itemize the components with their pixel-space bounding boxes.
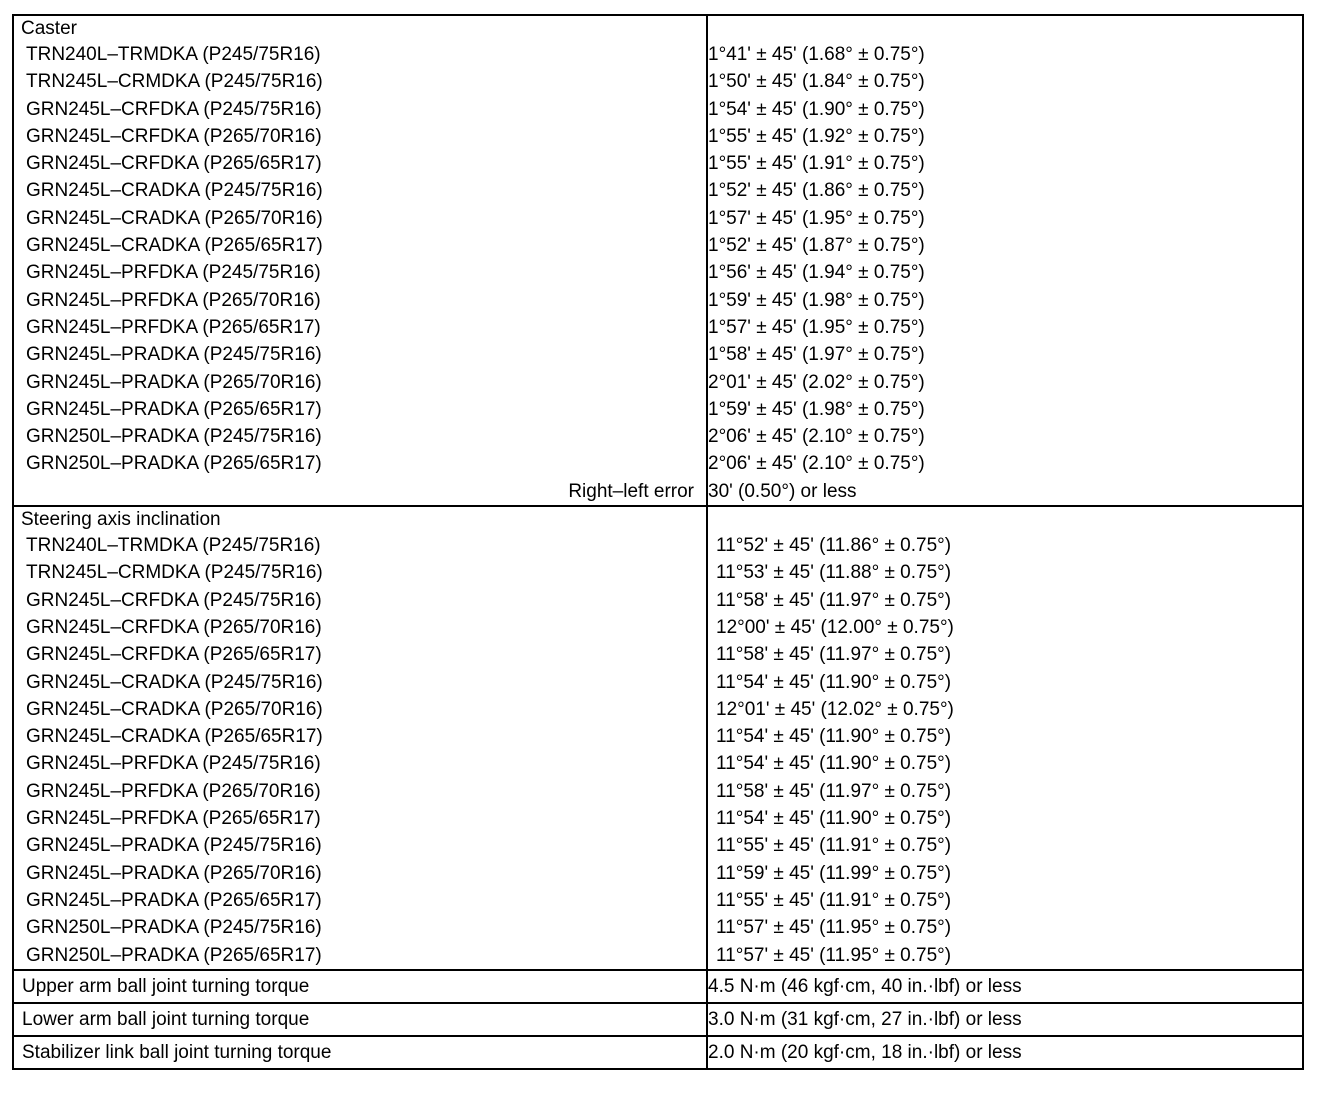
caster-model: GRN245L–CRADKA (P245/75R16) — [26, 180, 323, 202]
steering-axis-value: 12°00' ± 45' (12.00° ± 0.75°) — [716, 616, 954, 638]
steering-axis-value: 11°59' ± 45' (11.99° ± 0.75°) — [716, 862, 952, 884]
caster-value: 2°06' ± 45' (2.10° ± 0.75°) — [708, 453, 925, 475]
caster-model: TRN245L–CRMDKA (P245/75R16) — [26, 71, 323, 93]
torque-value: 4.5 N·m (46 kgf·cm, 40 in.·lbf) or less — [707, 970, 1303, 1003]
caster-value: 1°55' ± 45' (1.91° ± 0.75°) — [708, 153, 925, 175]
caster-section — [13, 15, 1303, 506]
caster-model: GRN245L–PRADKA (P265/65R17) — [26, 398, 322, 420]
steering-axis-value: 11°54' ± 45' (11.90° ± 0.75°) — [716, 753, 952, 775]
steering-axis-value: 12°01' ± 45' (12.02° ± 0.75°) — [716, 698, 954, 720]
spec-table — [12, 14, 1304, 1070]
torque-row-lower — [13, 1003, 1303, 1036]
caster-model: TRN240L–TRMDKA (P245/75R16) — [26, 44, 321, 65]
caster-model: GRN245L–PRFDKA (P245/75R16) — [26, 262, 321, 284]
steering-axis-value: 11°54' ± 45' (11.90° ± 0.75°) — [716, 808, 952, 830]
steering-axis-value: 11°54' ± 45' (11.90° ± 0.75°) — [716, 726, 952, 748]
caster-value: 1°52' ± 45' (1.87° ± 0.75°) — [708, 235, 925, 257]
steering-axis-model: GRN245L–CRADKA (P265/70R16) — [26, 698, 323, 720]
steering-axis-model: GRN245L–PRFDKA (P265/65R17) — [26, 808, 321, 830]
caster-value: 2°01' ± 45' (2.02° ± 0.75°) — [708, 371, 925, 393]
steering-axis-value: 11°55' ± 45' (11.91° ± 0.75°) — [716, 889, 952, 911]
steering-axis-value: 11°57' ± 45' (11.95° ± 0.75°) — [716, 917, 952, 939]
caster-model: GRN245L–PRFDKA (P265/65R17) — [26, 316, 321, 338]
caster-model: GRN245L–PRADKA (P245/75R16) — [26, 344, 322, 366]
caster-value: 1°55' ± 45' (1.92° ± 0.75°) — [708, 125, 925, 147]
torque-label: Upper arm ball joint turning torque — [13, 970, 707, 1003]
caster-value: 1°57' ± 45' (1.95° ± 0.75°) — [708, 316, 925, 338]
caster-value: 1°52' ± 45' (1.86° ± 0.75°) — [708, 180, 925, 202]
caster-value: 1°54' ± 45' (1.90° ± 0.75°) — [708, 98, 925, 120]
caster-models-cell — [13, 15, 707, 506]
steering-axis-model-list — [14, 532, 706, 969]
caster-value: 1°50' ± 45' (1.84° ± 0.75°) — [708, 71, 925, 93]
steering-axis-value: 11°58' ± 45' (11.97° ± 0.75°) — [716, 589, 952, 611]
caster-model: GRN245L–PRADKA (P265/70R16) — [26, 371, 322, 393]
caster-model: GRN250L–PRADKA (P245/75R16) — [26, 426, 322, 448]
caster-model: GRN245L–CRADKA (P265/70R16) — [26, 207, 323, 229]
steering-axis-value-list — [708, 532, 1302, 969]
torque-row-stabilizer — [13, 1036, 1303, 1069]
caster-model: GRN245L–CRFDKA (P245/75R16) — [26, 98, 322, 120]
steering-axis-models-cell — [13, 506, 707, 970]
steering-axis-value: 11°54' ± 45' (11.90° ± 0.75°) — [716, 671, 952, 693]
steering-axis-model: GRN245L–PRFDKA (P265/70R16) — [26, 780, 321, 802]
caster-model: GRN245L–CRFDKA (P265/70R16) — [26, 125, 322, 147]
caster-value: 1°58' ± 45' (1.97° ± 0.75°) — [708, 344, 925, 366]
steering-axis-value: 11°58' ± 45' (11.97° ± 0.75°) — [716, 780, 952, 802]
steering-axis-model: GRN245L–PRADKA (P265/65R17) — [26, 889, 322, 911]
steering-axis-model: TRN245L–CRMDKA (P245/75R16) — [26, 562, 323, 584]
steering-axis-values-cell — [707, 506, 1303, 970]
steering-axis-section — [13, 506, 1303, 970]
steering-axis-value: 11°57' ± 45' (11.95° ± 0.75°) — [716, 944, 952, 966]
caster-value: 1°59' ± 45' (1.98° ± 0.75°) — [708, 398, 925, 420]
right-left-error-label: Right–left error — [568, 480, 694, 502]
steering-axis-model: GRN250L–PRADKA (P245/75R16) — [26, 917, 322, 939]
steering-axis-value: 11°53' ± 45' (11.88° ± 0.75°) — [716, 562, 952, 584]
steering-axis-model: GRN245L–PRFDKA (P245/75R16) — [26, 753, 321, 775]
torque-row-upper — [13, 970, 1303, 1003]
caster-model: GRN250L–PRADKA (P265/65R17) — [26, 453, 322, 475]
steering-axis-model: GRN245L–PRADKA (P245/75R16) — [26, 835, 322, 857]
caster-value: 2°06' ± 45' (2.10° ± 0.75°) — [708, 426, 925, 448]
caster-value-list — [708, 41, 1302, 478]
caster-model: GRN245L–CRFDKA (P265/65R17) — [26, 153, 322, 175]
caster-model-list — [14, 41, 706, 478]
steering-axis-model: GRN250L–PRADKA (P265/65R17) — [26, 944, 322, 966]
caster-model: GRN245L–PRFDKA (P265/70R16) — [26, 289, 321, 311]
steering-axis-model: GRN245L–CRFDKA (P265/70R16) — [26, 616, 322, 638]
torque-value: 3.0 N·m (31 kgf·cm, 27 in.·lbf) or less — [707, 1003, 1303, 1036]
torque-value: 2.0 N·m (20 kgf·cm, 18 in.·lbf) or less — [707, 1036, 1303, 1069]
steering-axis-value: 11°52' ± 45' (11.86° ± 0.75°) — [716, 535, 952, 557]
steering-axis-model: GRN245L–CRADKA (P245/75R16) — [26, 671, 323, 693]
steering-axis-title: Steering axis inclination — [21, 509, 221, 531]
steering-axis-model: TRN240L–TRMDKA (P245/75R16) — [26, 535, 321, 557]
steering-axis-model: GRN245L–CRADKA (P265/65R17) — [26, 726, 323, 748]
steering-axis-model: GRN245L–PRADKA (P265/70R16) — [26, 862, 322, 884]
steering-axis-value: 11°58' ± 45' (11.97° ± 0.75°) — [716, 644, 952, 666]
torque-label: Stabilizer link ball joint turning torque — [13, 1036, 707, 1069]
caster-value: 1°57' ± 45' (1.95° ± 0.75°) — [708, 207, 925, 229]
steering-axis-model: GRN245L–CRFDKA (P245/75R16) — [26, 589, 322, 611]
caster-title: Caster — [21, 18, 77, 39]
caster-value: 1°41' ± 45' (1.68° ± 0.75°) — [708, 44, 925, 65]
caster-model: GRN245L–CRADKA (P265/65R17) — [26, 235, 323, 257]
torque-label: Lower arm ball joint turning torque — [13, 1003, 707, 1036]
steering-axis-model: GRN245L–CRFDKA (P265/65R17) — [26, 644, 322, 666]
right-left-error-value: 30' (0.50°) or less — [708, 480, 857, 502]
caster-value: 1°56' ± 45' (1.94° ± 0.75°) — [708, 262, 925, 284]
caster-values-cell — [707, 15, 1303, 506]
caster-value: 1°59' ± 45' (1.98° ± 0.75°) — [708, 289, 925, 311]
steering-axis-value: 11°55' ± 45' (11.91° ± 0.75°) — [716, 835, 952, 857]
